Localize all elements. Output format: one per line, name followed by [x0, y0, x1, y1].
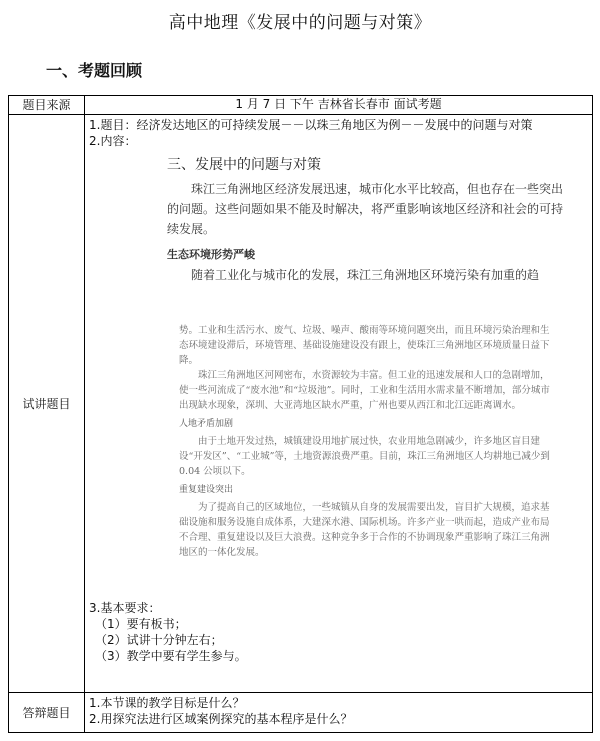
excerpt-title: 三、发展中的问题与对策 [167, 157, 321, 173]
scan-subheading: 重复建设突出 [179, 485, 234, 495]
lecture-label: 试讲题目 [9, 115, 85, 693]
scan-paragraph: 为了提高自己的区域地位，一些城镇从自身的发展需要出发，盲目扩大规模，追求基础设施和服务设施自成体系，大建深水港、国际机场。许多产业一哄而起，造成产业布局不合理、重复建设以及巨大浪费。这种竞争多于合作的不协调现象严重影响了珠江三角洲地区的一体化发展。 [179, 502, 550, 558]
lecture-row [9, 115, 593, 693]
defense-content [85, 693, 593, 733]
textbook-excerpt [89, 157, 588, 560]
defense-question: 1.本节课的教学目标是什么？ [89, 696, 245, 710]
scan-subheading: 人地矛盾加剧 [179, 419, 234, 429]
excerpt-paragraph: 随着工业化与城市化的发展，珠江三角洲地区环境污染有加重的趋 [191, 268, 540, 282]
source-label: 题目来源 [9, 96, 85, 115]
excerpt-intro: 珠江三角洲地区经济发展迅速，城市化水平比较高，但也存在一些突出的问题。这些问题如果不能及时解决，将严重影响该地区经济和社会的可持续发展。 [167, 182, 564, 236]
lecture-content [85, 115, 593, 693]
section-heading: 一、考题回顾 [46, 61, 143, 80]
scan-paragraph: 珠江三角洲地区河网密布，水资源较为丰富。但工业的迅速发展和人口的急剧增加，使一些河流成了“废水池”和“垃圾池”。同时，工业和生活用水需求量不断增加，部分城市出现缺水现象，深圳、大亚湾地区缺水严重，广州也要从西江和北江远距离调水。 [179, 370, 550, 411]
content-label: 2.内容： [89, 134, 137, 148]
exam-table [8, 95, 593, 733]
scan-paragraph: 势。工业和生活污水、废气、垃圾、噪声、酸雨等环境问题突出，而且环境污染治理和生态环境建设滞后，环境管理、基础设施建设没有跟上，使珠江三角洲地区环境质量日益下降。 [179, 325, 550, 366]
requirement-item: （2）试讲十分钟左右； [95, 633, 223, 647]
defense-question: 2.用探究法进行区域案例探究的基本程序是什么？ [89, 712, 353, 726]
defense-label: 答辩题目 [9, 693, 85, 733]
topic-line: 1.题目：经济发达地区的可持续发展－－以珠三角地区为例－－发展中的问题与对策 [89, 118, 533, 132]
defense-row [9, 693, 593, 733]
source-row [9, 96, 593, 115]
scan-paragraph: 由于土地开发过热，城镇建设用地扩展过快，农业用地急剧减少，许多地区盲目建设“开发区”、“工业城”等，土地资源浪费严重。目前，珠江三角洲地区人均耕地已减少到 0.04 公顷以下。 [179, 436, 550, 477]
source-value: 1 月 7 日 下午 吉林省长春市 面试考题 [85, 96, 593, 115]
excerpt-subheading: 生态环境形势严峻 [167, 248, 255, 261]
page-title: 高中地理《发展中的问题与对策》 [168, 13, 432, 33]
requirement-item: （1）要有板书； [95, 617, 187, 631]
requirement-item: （3）教学中要有学生参与。 [95, 649, 247, 663]
scanned-text-block [179, 323, 552, 560]
requirements-heading: 3.基本要求： [89, 601, 161, 615]
requirements [89, 600, 588, 664]
